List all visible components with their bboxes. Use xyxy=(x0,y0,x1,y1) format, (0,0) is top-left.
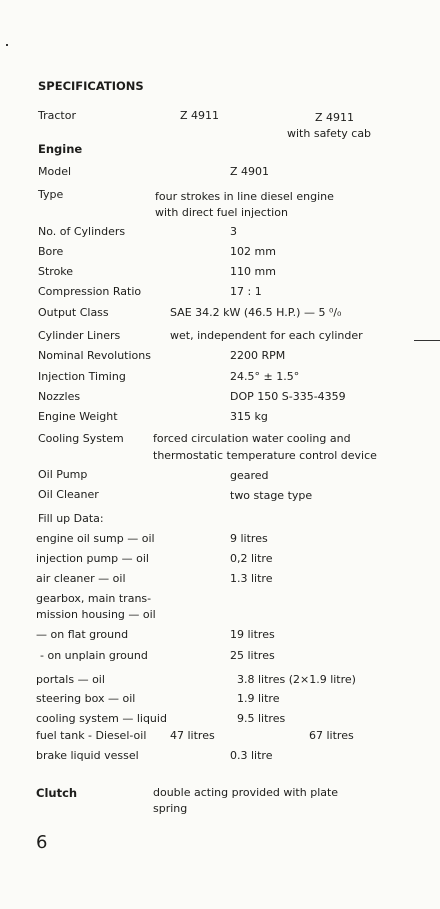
spec-value: 24.5° ± 1.5° xyxy=(230,370,300,383)
spec-value: 102 mm xyxy=(230,245,276,258)
spec-value: 110 mm xyxy=(230,265,276,278)
fill-label: injection pump — oil xyxy=(36,552,149,565)
spec-label: Cylinder Liners xyxy=(38,329,121,342)
spec-value: wet, independent for each cylinder xyxy=(170,329,363,342)
fill-value: 1.3 litre xyxy=(230,572,273,585)
fill-label: brake liquid vessel xyxy=(36,749,139,762)
spec-label: Compression Ratio xyxy=(38,285,142,298)
spec-value: 3 xyxy=(230,225,237,238)
spec-value-cont: thermostatic temperature control device xyxy=(153,449,377,462)
spec-label: Engine Weight xyxy=(38,410,118,423)
fill-value: 1.9 litre xyxy=(237,692,280,705)
spec-label: Oil Cleaner xyxy=(38,488,99,501)
clutch-value: double acting provided with plate xyxy=(153,786,339,799)
fill-label: gearbox, main trans- xyxy=(36,592,152,605)
spec-value: Z 4901 xyxy=(230,165,270,178)
spec-label: Oil Pump xyxy=(38,468,88,481)
fill-value-b: 67 litres xyxy=(309,729,354,742)
fill-value: 0,2 litre xyxy=(230,552,273,565)
fill-label: cooling system — liquid xyxy=(36,712,167,725)
fill-value: 3.8 litres (2×1.9 litre) xyxy=(237,673,356,686)
spec-value: 315 kg xyxy=(230,410,268,423)
engine-heading: Engine xyxy=(38,142,83,156)
spec-label: Type xyxy=(38,188,64,201)
margin-dot xyxy=(6,44,8,46)
fill-label: steering box — oil xyxy=(36,692,136,705)
fill-value: 9 litres xyxy=(230,532,268,545)
spec-value: 17 : 1 xyxy=(230,285,262,298)
spec-label: No. of Cylinders xyxy=(38,225,126,238)
fill-label: portals — oil xyxy=(36,673,105,686)
tractor-model-b: Z 4911 xyxy=(315,111,355,124)
fill-label: air cleaner — oil xyxy=(36,572,126,585)
fill-up-heading: Fill up Data: xyxy=(38,512,104,525)
spec-value: forced circulation water cooling and xyxy=(153,432,351,445)
tractor-model-a: Z 4911 xyxy=(180,109,220,122)
spec-label: Model xyxy=(38,165,72,178)
spec-value: four strokes in line diesel engine xyxy=(155,190,334,203)
spec-value: geared xyxy=(230,469,269,482)
fill-value: 9.5 litres xyxy=(237,712,286,725)
spec-value-cont: with direct fuel injection xyxy=(155,206,288,219)
spec-label: Nominal Revolutions xyxy=(38,349,151,362)
fill-label: — on flat ground xyxy=(36,628,129,641)
spec-label: Output Class xyxy=(38,306,109,319)
spec-value: 2200 RPM xyxy=(230,349,286,362)
fill-value: 19 litres xyxy=(230,628,275,641)
clutch-value-cont: spring xyxy=(153,802,188,815)
specifications-heading: SPECIFICATIONS xyxy=(38,79,144,93)
tractor-label: Tractor xyxy=(38,109,76,122)
clutch-heading: Clutch xyxy=(36,786,78,800)
fill-value: 0.3 litre xyxy=(230,749,273,762)
tractor-model-b-note: with safety cab xyxy=(287,127,372,140)
spec-label: Injection Timing xyxy=(38,370,126,383)
margin-rule xyxy=(414,340,440,341)
spec-label: Cooling System xyxy=(38,432,124,445)
fill-value: 25 litres xyxy=(230,649,275,662)
fill-value: 47 litres xyxy=(170,729,215,742)
fill-label: engine oil sump — oil xyxy=(36,532,155,545)
spec-label: Nozzles xyxy=(38,390,81,403)
fill-label: - on unplain ground xyxy=(40,649,148,662)
spec-value: SAE 34.2 kW (46.5 H.P.) — 5 ⁰/₀ xyxy=(170,306,342,319)
fill-label-cont: mission housing — oil xyxy=(36,608,156,621)
spec-label: Stroke xyxy=(38,265,74,278)
spec-value: DOP 150 S-335-4359 xyxy=(230,390,346,403)
spec-label: Bore xyxy=(38,245,64,258)
spec-value: two stage type xyxy=(230,489,313,502)
page-number: 6 xyxy=(36,832,48,853)
fill-label: fuel tank - Diesel-oil xyxy=(36,729,147,742)
